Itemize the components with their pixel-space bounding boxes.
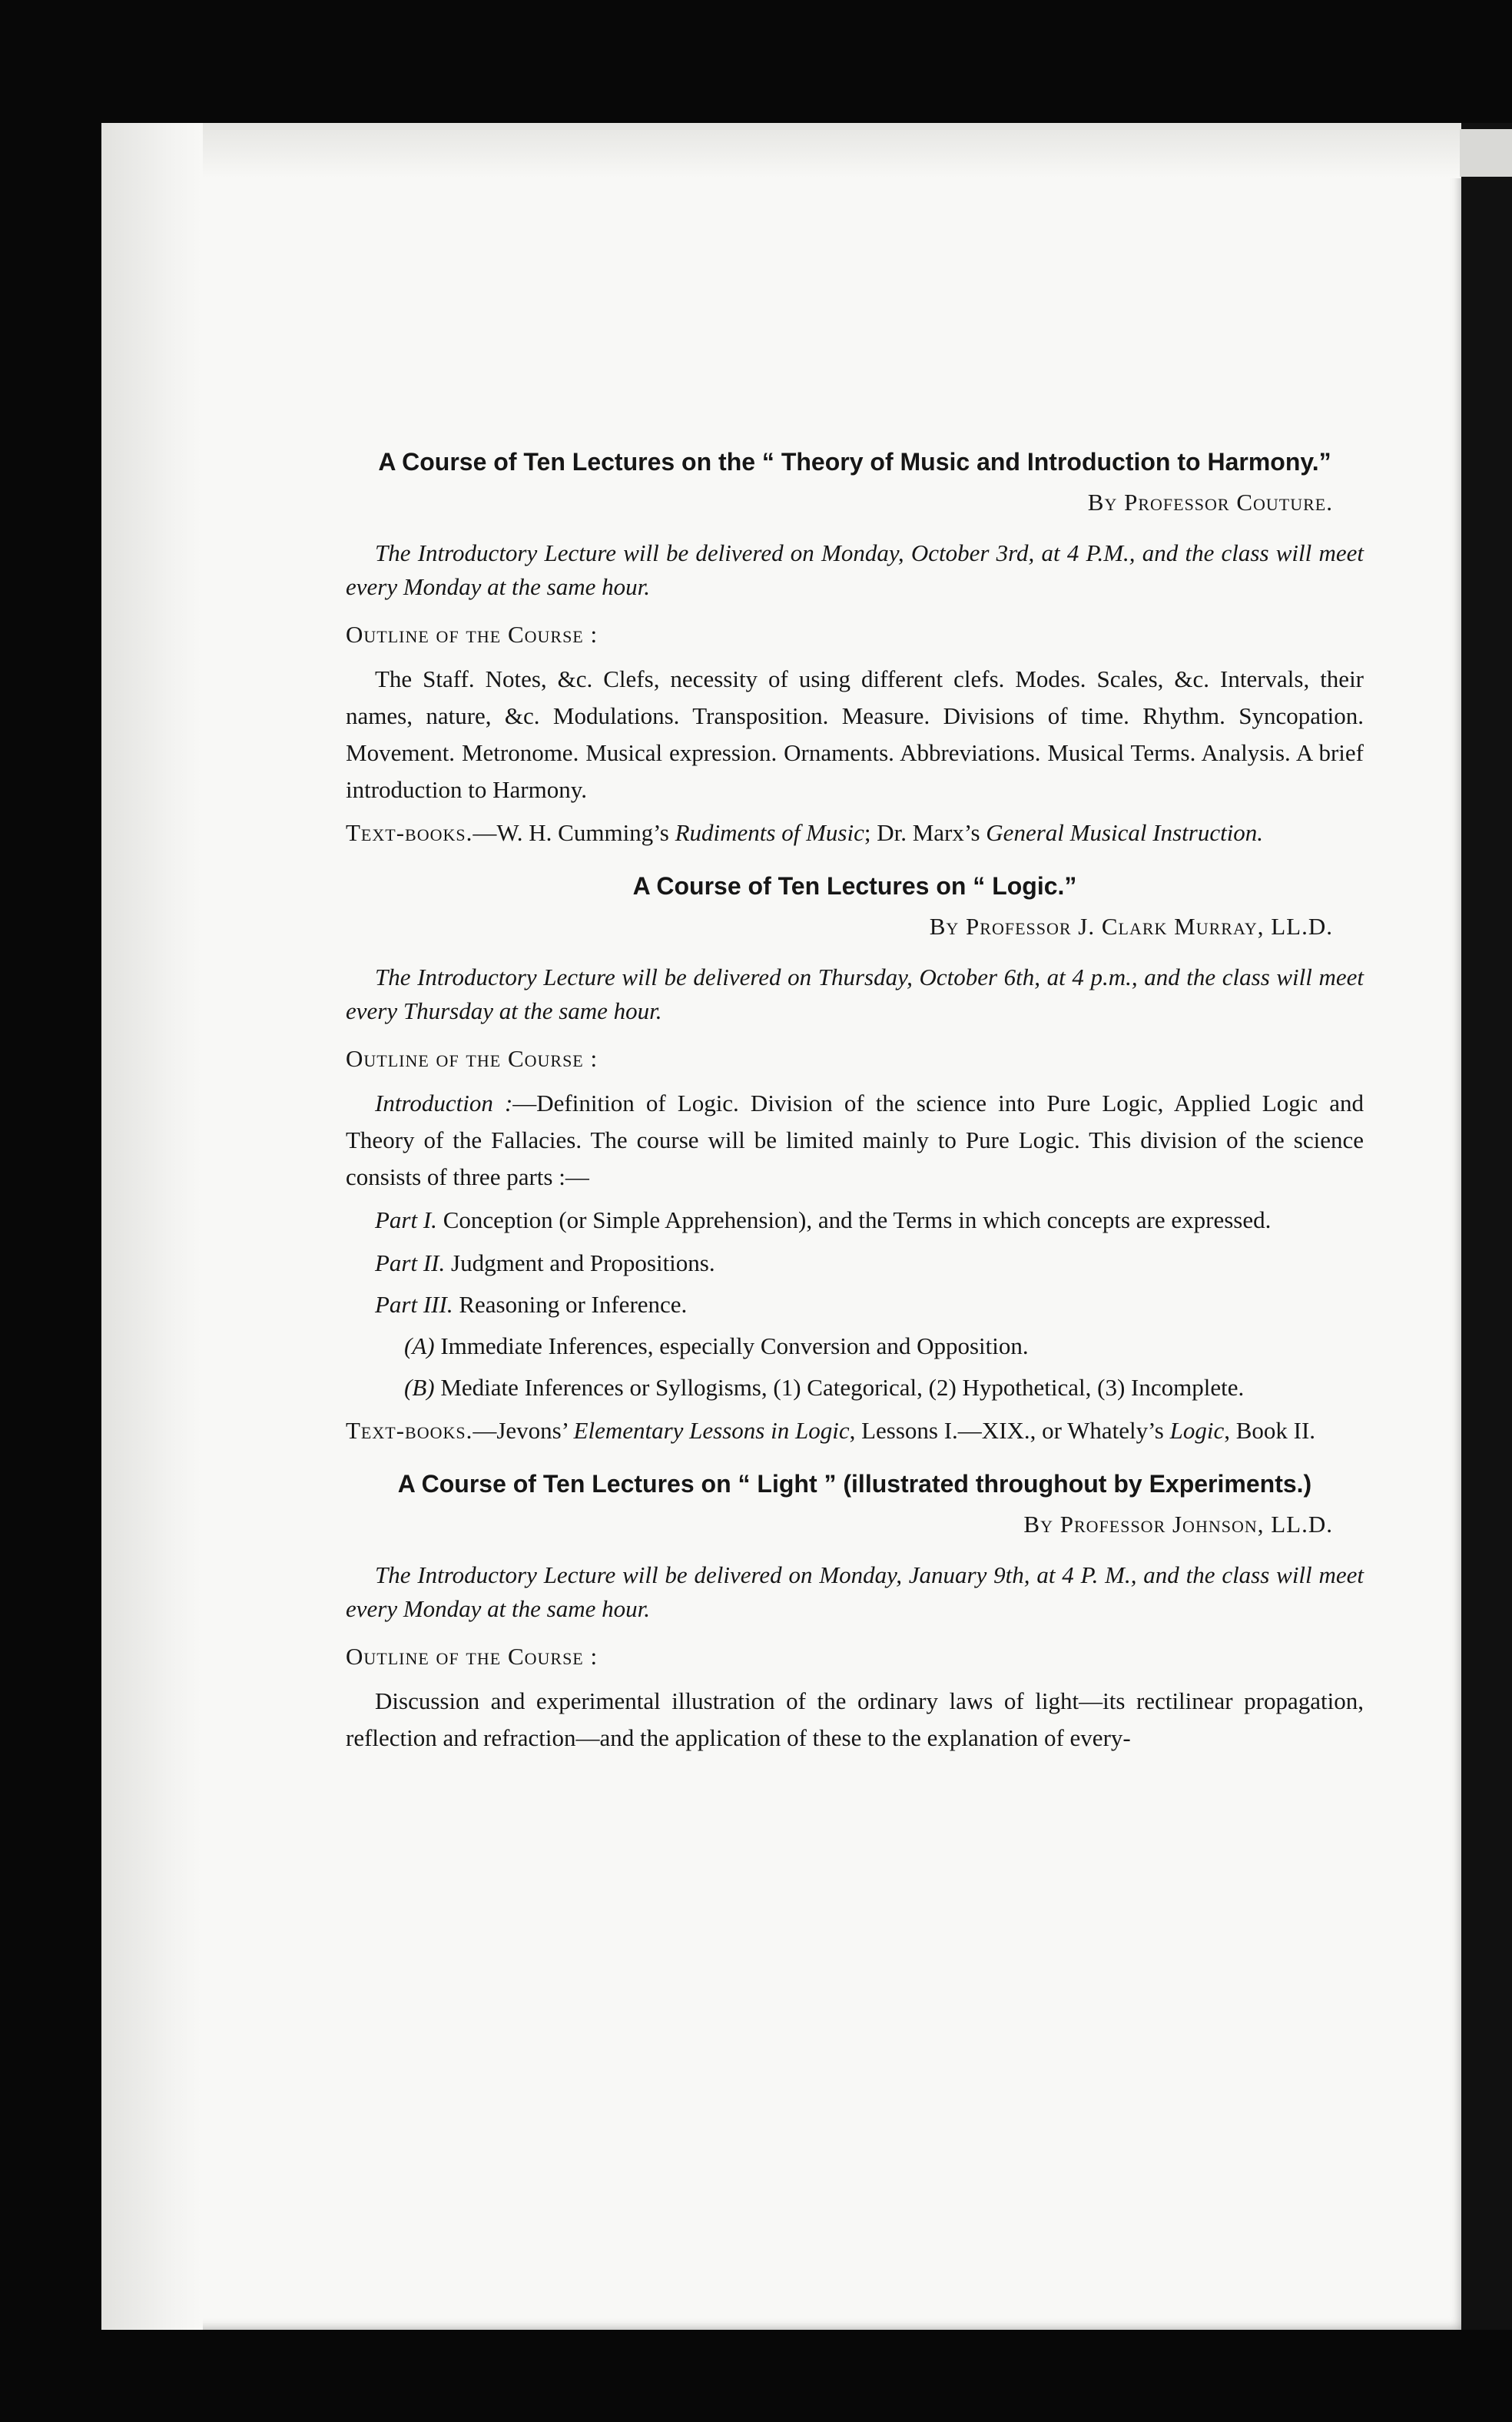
textbook-title: Rudiments of Music bbox=[675, 819, 864, 846]
section-byline: By Professor Couture. bbox=[1087, 489, 1333, 516]
part-label: Part III. bbox=[375, 1291, 453, 1318]
section-intro: The Introductory Lecture will be delivered on Monday, October 3rd, at 4 P.M., and the class will meet every Monday at the same hour. bbox=[346, 539, 1364, 600]
part-text: Reasoning or Inference. bbox=[453, 1291, 688, 1318]
subpart-a bbox=[346, 1328, 1364, 1365]
subpart-b bbox=[346, 1369, 1364, 1406]
textbooks-text: , Book II. bbox=[1224, 1417, 1316, 1444]
textbooks-text: ; Dr. Marx’s bbox=[864, 819, 986, 846]
outline-text: Discussion and experimental illustration of the ordinary laws of light—its rectilinear propagation, reflection and refraction—and the application of these to the explanation of every- bbox=[346, 1687, 1364, 1751]
outline-label: Outline of the Course : bbox=[346, 1643, 598, 1670]
section-logic bbox=[346, 870, 1364, 1449]
page-top-shading bbox=[101, 123, 1461, 178]
section-intro: The Introductory Lecture will be delivered on Monday, January 9th, at 4 P. M., and the class will meet every Monday at the same hour. bbox=[346, 1561, 1364, 1622]
section-heading: A Course of Ten Lectures on “ Logic.” bbox=[632, 872, 1077, 900]
page-right-edge bbox=[1461, 123, 1512, 2330]
textbooks-label: Text-books. bbox=[346, 1417, 473, 1444]
textbook-title: Elementary Lessons in Logic bbox=[573, 1417, 850, 1444]
textbooks-line bbox=[346, 1412, 1364, 1449]
section-byline: By Professor J. Clark Murray, LL.D. bbox=[929, 913, 1333, 940]
textbooks-text: , Lessons I.—XIX., or Whately’s bbox=[849, 1417, 1170, 1444]
part-three bbox=[346, 1286, 1364, 1323]
part-text: Judgment and Propositions. bbox=[445, 1249, 715, 1276]
textbooks-label: Text-books. bbox=[346, 819, 473, 846]
textbooks-line bbox=[346, 815, 1364, 851]
textbooks-text: —W. H. Cumming’s bbox=[472, 819, 675, 846]
section-intro: The Introductory Lecture will be delivered on Thursday, October 6th, at 4 p.m., and the class will meet every Thursday at the same hour. bbox=[346, 964, 1364, 1024]
document-body bbox=[346, 446, 1364, 1775]
subpart-text: Mediate Inferences or Syllogisms, (1) Categorical, (2) Hypothetical, (3) Incomplete. bbox=[434, 1374, 1245, 1401]
subpart-label: (B) bbox=[404, 1374, 435, 1401]
section-heading: A Course of Ten Lectures on “ Light ” (illustrated throughout by Experiments.) bbox=[397, 1470, 1312, 1498]
section-heading: A Course of Ten Lectures on the “ Theory of Music and Introduction to Harmony.” bbox=[378, 448, 1331, 476]
subpart-text: Immediate Inferences, especially Conversion and Opposition. bbox=[434, 1332, 1029, 1359]
part-two bbox=[346, 1245, 1364, 1282]
part-text: Conception (or Simple Apprehension), and the Terms in which concepts are expressed. bbox=[436, 1206, 1272, 1233]
outline-introduction bbox=[346, 1085, 1364, 1196]
subpart-label: (A) bbox=[404, 1332, 435, 1359]
textbook-title: General Musical Instruction. bbox=[986, 819, 1264, 846]
section-light bbox=[346, 1468, 1364, 1757]
page-corner-tab bbox=[1460, 129, 1512, 177]
textbook-title: Logic bbox=[1169, 1417, 1225, 1444]
section-byline: By Professor Johnson, LL.D. bbox=[1023, 1511, 1333, 1538]
outline-label: Outline of the Course : bbox=[346, 621, 598, 648]
introduction-text: —Definition of Logic. Division of the science into Pure Logic, Applied Logic and Theory of the Fallacies. The course will be limited mainly to Pure Logic. This division of the science consists of three parts :— bbox=[346, 1090, 1364, 1190]
part-one bbox=[346, 1202, 1364, 1239]
textbooks-text: —Jevons’ bbox=[472, 1417, 574, 1444]
part-label: Part I. bbox=[375, 1206, 437, 1233]
introduction-label: Introduction : bbox=[375, 1090, 513, 1116]
section-music bbox=[346, 446, 1364, 851]
page-left-shading bbox=[101, 123, 203, 2330]
outline-label: Outline of the Course : bbox=[346, 1045, 598, 1072]
part-label: Part II. bbox=[375, 1249, 446, 1276]
outline-text: The Staff. Notes, &c. Clefs, necessity of using different clefs. Modes. Scales, &c. Intervals, their names, nature, &c. Modulations. Transposition. Measure. Divisions of time. Rhythm. Syncopation. Movement. Metronome. Musical expression. Ornaments. Abbreviations. Musical Terms. Analysis. A brief introduction to Harmony. bbox=[346, 665, 1364, 803]
